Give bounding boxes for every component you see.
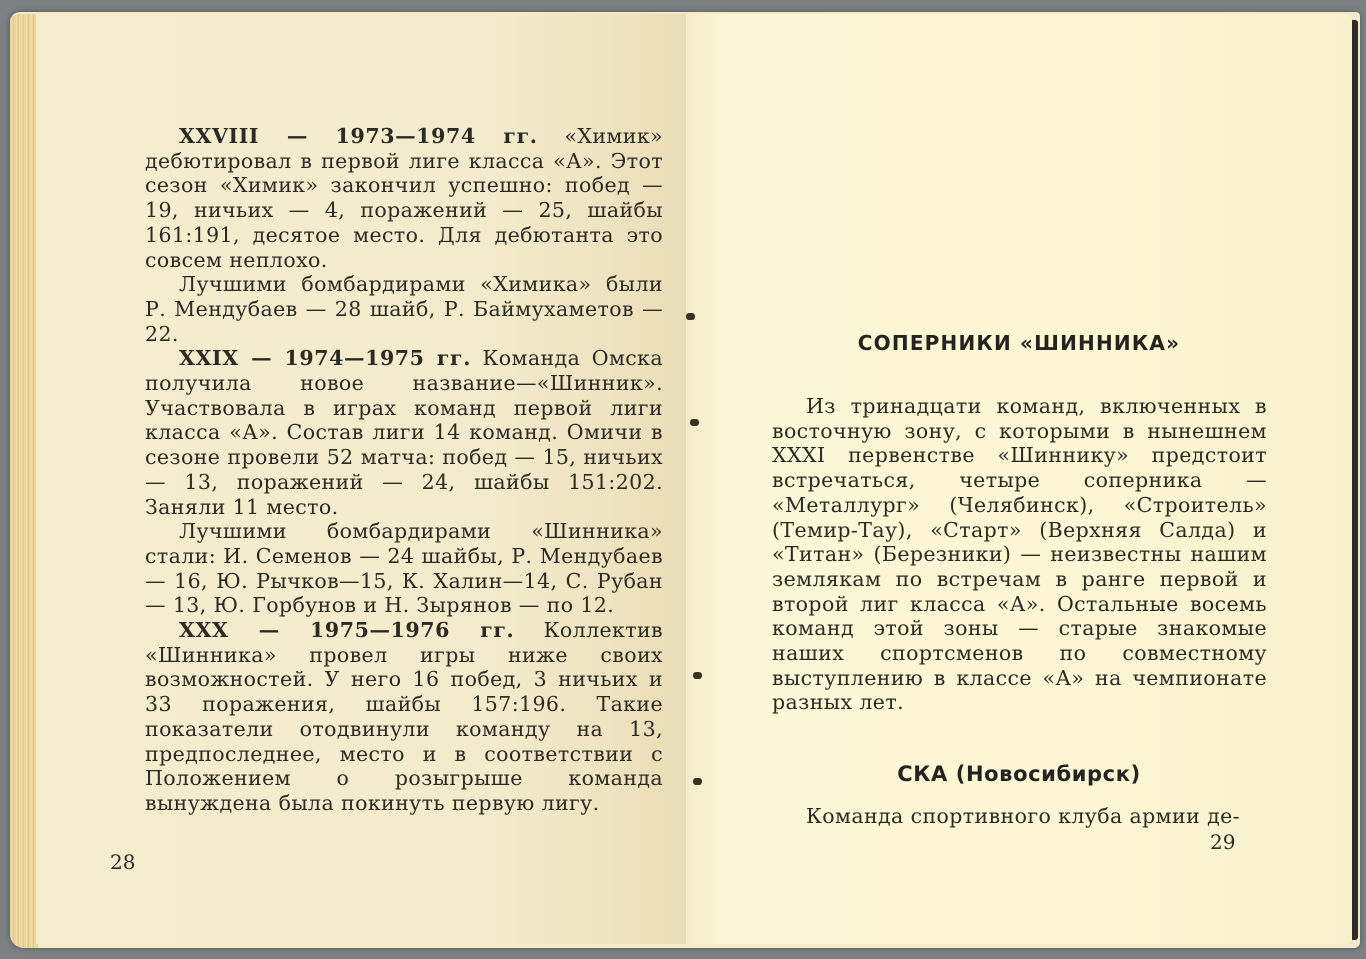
season-heading: XXVIII — 1973—1974 гг.: [179, 124, 538, 148]
staple-mark: [693, 672, 702, 679]
paragraph-text: «Химик» дебютировал в первой лиге класса «А». Этот сезон «Химик» закончил успешно: побед — 19, ничьих — 4, поражений — 25, шайбы 161:191, десятое место. Для дебютанта это совсем неплохо.: [145, 124, 664, 272]
subsection-title: СКА (Новосибирск): [897, 762, 1141, 786]
staple-mark: [693, 778, 702, 785]
paragraph-text: Команда Омска получила новое название—«Шинник». Участвовала в играх команд первой лиги класса «А». Состав лиги 14 команд. Омичи в сезоне провели 52 матча: побед — 15, ничьих — 13, поражений — 24, шайбы 151:202. Заняли 11 место.: [145, 346, 664, 519]
right-page: [686, 14, 1352, 944]
paragraph-text: Коллектив «Шинника» провел игры ниже своих возможностей. У него 16 побед, 3 ничьих и 33 поражения, шайбы 157:196. Такие показатели отодвинули команду на 13, предпоследнее, место и в соответствии с Положением о розыгрыше команда вынуждена была покинуть первую лигу.: [145, 618, 663, 815]
paragraph-season-29: [145, 346, 663, 519]
section-title: СОПЕРНИКИ «ШИННИКА»: [857, 331, 1181, 355]
season-heading: XXX — 1975—1976 гг.: [179, 618, 515, 643]
paragraph-text: Лучшими бомбардирами «Химика» были Р. Мендубаев — 28 шайб, Р. Баймухаметов — 22.: [145, 272, 663, 346]
paragraph-scorers-29: [145, 519, 663, 618]
paragraph-season-30: [145, 618, 663, 816]
page-number-left: 28: [110, 850, 136, 874]
staple-mark: [690, 419, 699, 426]
paragraph-rivals-intro: Из тринадцати команд, включенных в восточную зону, с которыми в нынешнем XXXI первенстве «Шиннику» предстоит встречаться, четыре соперника — «Металлург» (Челябинск), «Строитель» (Темир-Тау), «Старт» (Верхняя Салда) и «Титан» (Березники) — неизвестны нашим землякам по встречам в ранге первой и второй лиг класса «А». Остальные восемь команд этой зоны — старые знакомые наших спортсменов по совместному выступлению в классе «А» на чемпионате разных лет.: [772, 394, 1267, 715]
right-page-continuation: [772, 804, 1267, 829]
left-page-text: [145, 124, 663, 816]
paragraph-ska-start: Команда спортивного клуба армии де-: [806, 804, 1240, 828]
right-page-intro: [772, 394, 1267, 715]
paragraph-season-28: [145, 124, 663, 272]
page-number-right: 29: [1210, 830, 1236, 854]
season-heading: XXIX — 1974—1975 гг.: [179, 346, 471, 371]
staple-mark: [686, 313, 695, 320]
page-block-edges: [10, 14, 38, 948]
paragraph-scorers-28: [145, 272, 663, 346]
paragraph-text: Лучшими бомбардирами «Шинника» стали: И. Семенов — 24 шайбы, Р. Мендубаев — 16, Ю. Рычков—15, К. Халин—14, С. Рубан — 13, Ю. Горбунов и Н. Зырянов — по 12.: [145, 519, 663, 618]
left-page: [36, 14, 686, 944]
